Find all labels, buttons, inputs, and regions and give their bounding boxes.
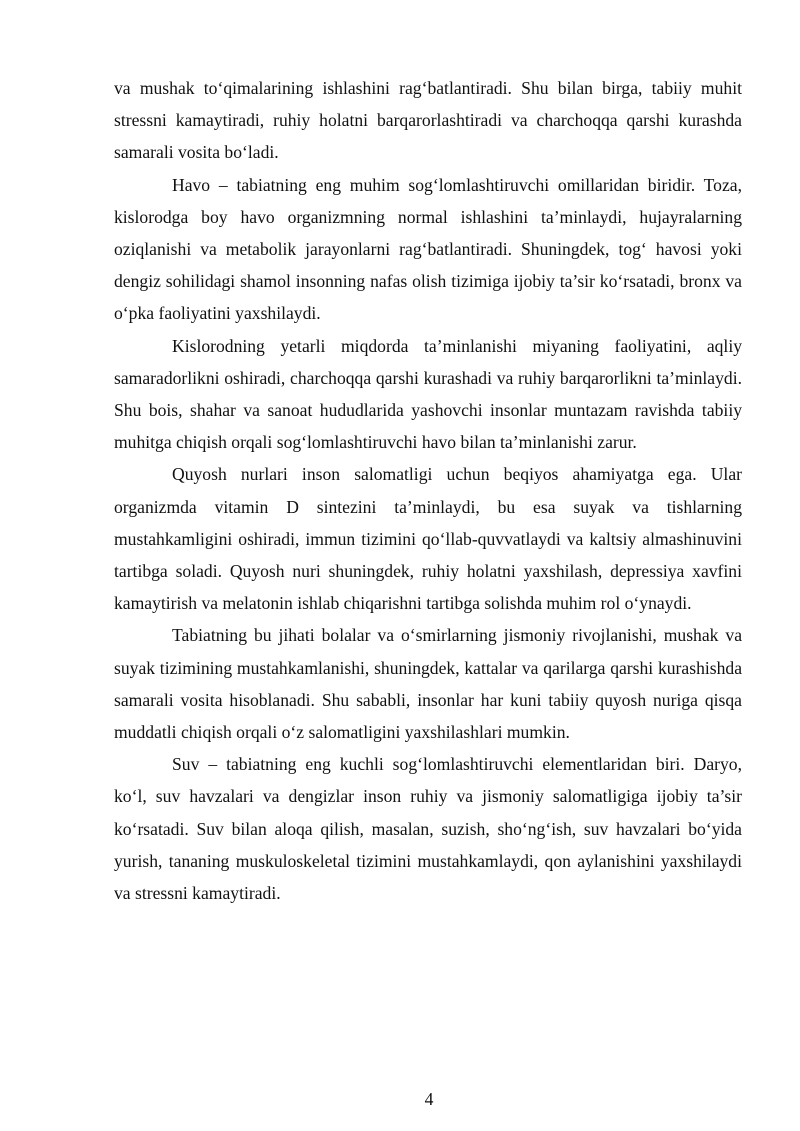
paragraph-continuation: va mushak to‘qimalarining ishlashini rag‘batlantiradi. Shu bilan birga, tabiiy muhit stressni kamaytiradi, ruhiy holatni barqarorlashtiradi va charchoqqa qarshi kurashda samarali vosita bo‘ladi.: [114, 78, 742, 163]
paragraph-air: Havo – tabiatning eng muhim sog‘lomlashtiruvchi omillaridan biridir. Toza, kislorodga boy havo organizmning normal ishlashini ta’minlaydi, hujayralarning oziqlanishi va metabolik jarayonlarni rag‘batlantiradi. Shuningdek, tog‘ havosi yoki dengiz sohilidagi shamol insonning nafas olish tizimiga ijobiy ta’sir ko‘rsatadi, bronx va o‘pka faoliyatini yaxshilaydi.: [114, 174, 742, 324]
paragraph-sunlight: Quyosh nurlari inson salomatligi uchun beqiyos ahamiyatga ega. Ular organizmda vitamin D sintezini ta’minlaydi, bu esa suyak va tishlarning mustahkamligini oshiradi, immun tizimini qo‘llab-quvvatlaydi va kaltsiy almashinuvini tartibga soladi. Quyosh nuri shuningdek, ruhiy holatni yaxshilash, depressiya xavfini kamaytirish va melatonin ishlab chiqarishni tartibga solishda muhim rol o‘ynaydi.: [114, 464, 742, 614]
page-number: 4: [424, 1089, 434, 1109]
page-body: [114, 72, 742, 909]
paragraph-water: Suv – tabiatning eng kuchli sog‘lomlashtiruvchi elementlaridan biri. Daryo, ko‘l, suv havzalari va dengizlar inson ruhiy va jismoniy salomatligiga ijobiy ta’sir ko‘rsatadi. Suv bilan aloqa qilish, masalan, suzish, sho‘ng‘ish, suv havzalari bo‘yida yurish, tananing muskuloskeletal tizimini mustahkamlaydi, qon aylanishini yaxshilaydi va stressni kamaytiradi.: [114, 754, 742, 904]
paragraph-sunlight-benefits: Tabiatning bu jihati bolalar va o‘smirlarning jismoniy rivojlanishi, mushak va suyak tizimining mustahkamlanishi, shuningdek, kattalar va qarilarga qarshi kurashishda samarali vosita hisoblanadi. Shu sababli, insonlar har kuni tabiiy quyosh nuriga qisqa muddatli chiqish orqali o‘z salomatligini yaxshilashlari mumkin.: [114, 625, 742, 743]
paragraph-oxygen: Kislorodning yetarli miqdorda ta’minlanishi miyaning faoliyatini, aqliy samaradorlikni oshiradi, charchoqqa qarshi kurashadi va ruhiy barqarorlikni ta’minlaydi. Shu bois, shahar va sanoat hududlarida yashovchi insonlar muntazam ravishda tabiiy muhitga chiqish orqali sog‘lomlashtiruvchi havo bilan ta’minlanishi zarur.: [114, 335, 742, 453]
